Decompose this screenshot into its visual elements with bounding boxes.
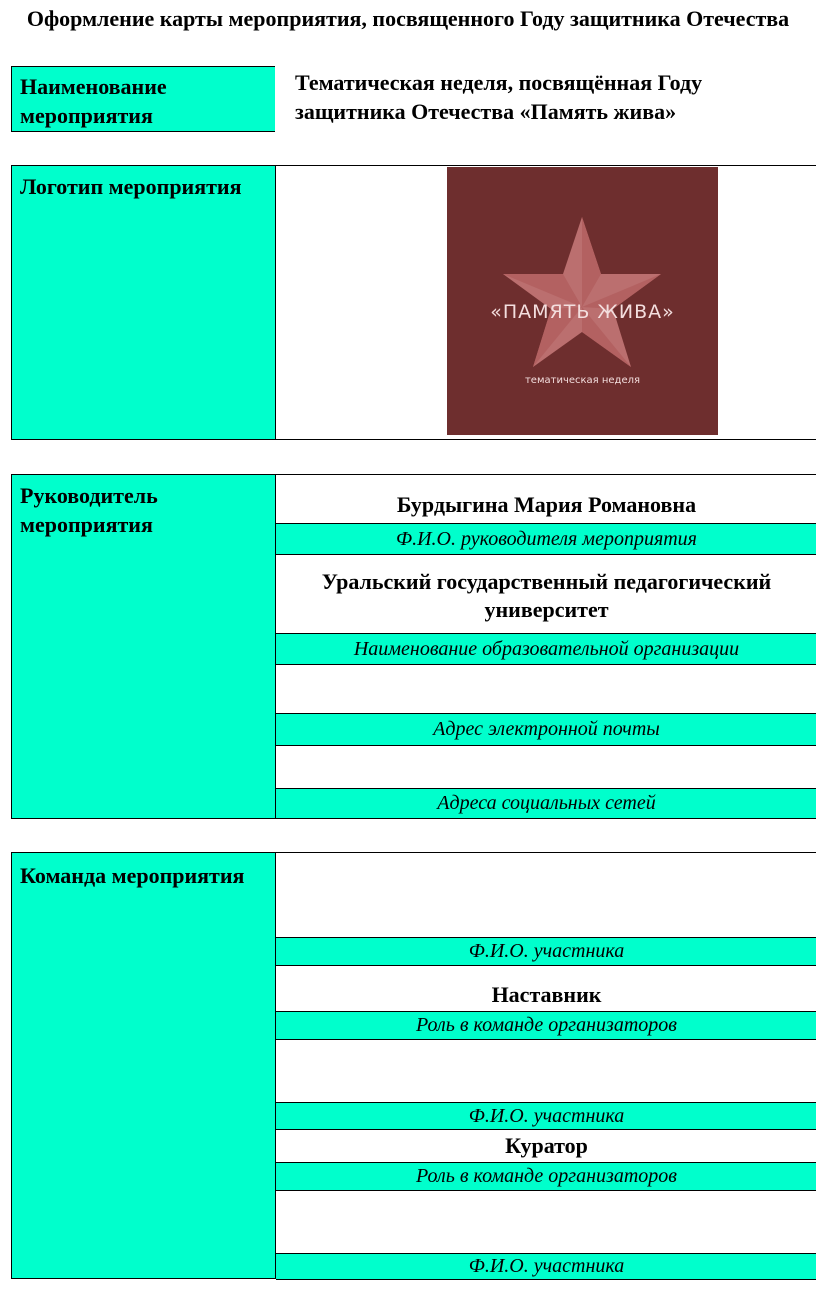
member-3-fio-hint: Ф.И.О. участника [276, 1253, 816, 1280]
leader-section [11, 474, 816, 819]
member-2-fio-value[interactable] [276, 1040, 816, 1102]
member-1-role-hint: Роль в команде организаторов [276, 1011, 816, 1040]
team-cells [275, 852, 816, 1279]
name-value: Тематическая неделя, посвящённая Году защитника Отечества «Память жива» [295, 70, 703, 124]
leader-fio-hint: Ф.И.О. руководителя мероприятия [276, 523, 816, 555]
team-section [11, 852, 816, 1279]
name-label: Наименование мероприятия [11, 66, 276, 132]
page-title: Оформление карты мероприятия, посвященного Году защитника Отечества [26, 6, 790, 31]
leader-org-hint: Наименование образовательной организации [276, 633, 816, 665]
member-2-fio-hint: Ф.И.О. участника [276, 1102, 816, 1130]
logo-subtitle: тематическая неделя [524, 375, 641, 386]
member-1-fio-hint: Ф.И.О. участника [276, 937, 816, 966]
logo-title: «ПАМЯТЬ ЖИВА» [490, 301, 675, 323]
leader-cells [275, 474, 816, 819]
logo-label: Логотип мероприятия [11, 165, 276, 440]
name-section [11, 66, 816, 132]
leader-fio-value[interactable]: Бурдыгина Мария Романовна [396, 492, 697, 517]
member-2-role-hint: Роль в команде организаторов [276, 1162, 816, 1191]
logo-section [11, 165, 816, 440]
member-1-fio-value[interactable] [276, 853, 816, 937]
leader-label: Руководитель мероприятия [11, 474, 276, 819]
member-3-fio-value[interactable] [276, 1191, 816, 1253]
event-logo [447, 167, 718, 435]
team-label: Команда мероприятия [11, 852, 276, 1279]
member-2-role-value[interactable]: Куратор [505, 1133, 588, 1158]
leader-email-value[interactable] [276, 665, 816, 713]
leader-social-hint: Адреса социальных сетей [276, 788, 816, 819]
leader-org-value[interactable]: Уральский государственный педагогический университет [321, 569, 772, 622]
member-1-role-value[interactable]: Наставник [491, 982, 602, 1007]
leader-email-hint: Адрес электронной почты [276, 713, 816, 746]
leader-social-value[interactable] [276, 746, 816, 788]
